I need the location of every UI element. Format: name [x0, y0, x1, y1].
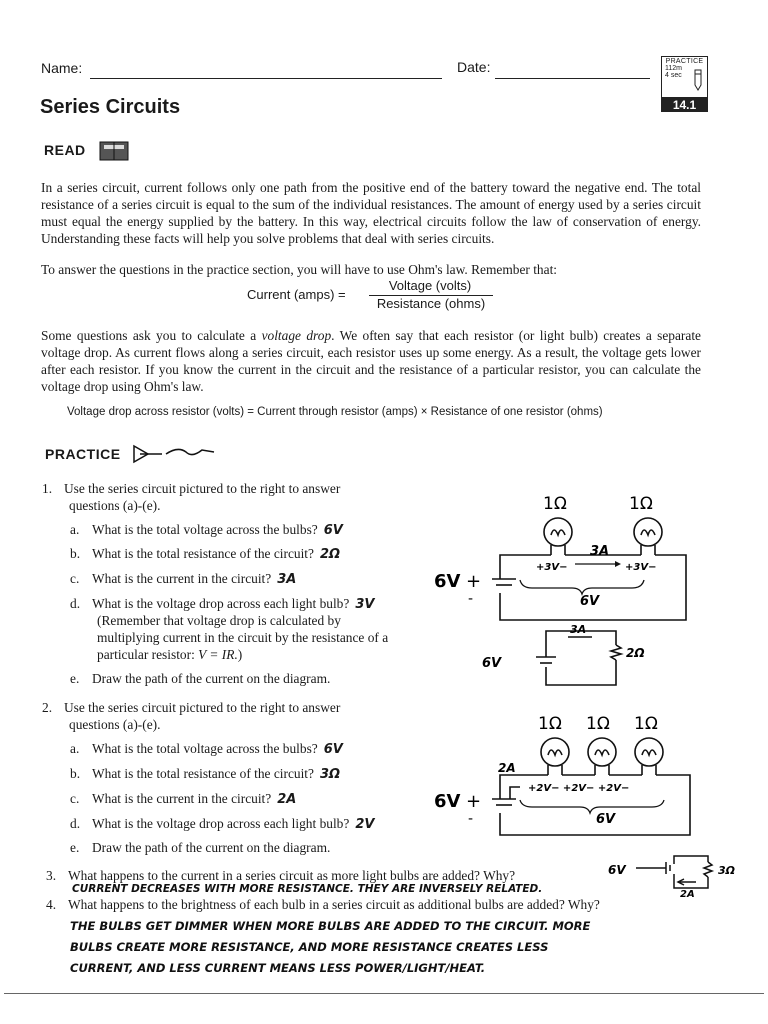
q1a	[70, 521, 343, 539]
q2c-answer: 2A	[277, 792, 297, 807]
date-field[interactable]	[495, 77, 650, 79]
q1d-letter: d.	[70, 596, 81, 611]
question-1	[42, 480, 340, 514]
q2a-letter: a.	[70, 741, 80, 756]
q2-number: 2.	[42, 700, 53, 715]
circuit-2-current: 2A	[498, 761, 516, 775]
total-drop-brace-2	[520, 800, 664, 813]
q2c-letter: c.	[70, 791, 80, 806]
voltage-drop-term: voltage drop	[261, 328, 332, 343]
q2b-letter: b.	[70, 766, 81, 781]
q2e	[70, 839, 330, 856]
q2a-text: What is the total voltage across the bulbs?	[92, 741, 318, 756]
q1b	[70, 545, 340, 563]
read-paragraph-1: In a series circuit, current follows only one path from the positive end of the battery toward the negative end. The total resistance of a series circuit is equal to the sum of the individual resistances. The amount of energy used by a series circuit must equal the energy supplied by the battery. In this way, electrical circuits follow the law of conservation of energy. Understanding these facts will help you solve problems that deal with series circuits.	[41, 180, 701, 246]
q1d-note-line1: (Remember that voltage drop is calculated by	[97, 613, 341, 628]
total-drop-brace	[520, 580, 644, 594]
q1d-note-line2: multiplying current in the circuit by the resistance of a	[97, 630, 389, 645]
bulb-1-icon	[544, 518, 572, 555]
bulb-1-resistance: 1Ω	[543, 494, 567, 514]
q1a-text: What is the total voltage across the bulbs?	[92, 522, 318, 537]
q2-text-line2: questions (a)-(e).	[69, 717, 161, 732]
sketch-resistance: 2Ω	[626, 646, 645, 660]
read-paragraph-2: To answer the questions in the practice section, you will have to use Ohm's law. Remember that:	[41, 262, 558, 277]
q3-number: 3.	[46, 868, 57, 883]
ohms-law-numerator: Voltage (volts)	[388, 278, 472, 293]
q2-text-line1: Use the series circuit pictured to the right to answer	[64, 700, 341, 715]
q4-answer-line1: THE BULBS GET DIMMER WHEN MORE BULBS ARE ADDED TO THE CIRCUIT. MORE	[70, 919, 591, 933]
circuit-1-total: 6V	[580, 594, 600, 609]
bulb-2-icon	[634, 518, 662, 555]
q1d-note	[97, 612, 388, 663]
q4-number: 4.	[46, 897, 57, 912]
q1d-text: What is the voltage drop across each light bulb?	[92, 596, 350, 611]
pencil-icon	[691, 68, 705, 92]
q1d-answer: 3V	[355, 597, 375, 612]
practice-heading: PRACTICE	[45, 446, 121, 462]
circuit-sketch-3	[600, 848, 750, 898]
q1a-answer: 6V	[323, 523, 343, 538]
pencil-scribble-icon	[130, 442, 220, 466]
bulb-a-resistance: 1Ω	[538, 714, 562, 734]
q2a-answer: 6V	[323, 742, 343, 757]
sketch3-current: 2A	[680, 889, 695, 898]
q2b-answer: 3Ω	[319, 767, 341, 782]
paragraph-3-rest: . We often say that each resistor (or light bulb) creates a separate voltage drop. As current flows along a series circuit, each resistor uses up some energy. As a result, the voltage gets lower after each resistor. If you know the current in the circuit and the resistance of a particular resistor, you can calculate the voltage drop using Ohm's law.	[41, 328, 702, 394]
q2e-letter: e.	[70, 840, 80, 855]
bulb-1-drop: +3V−	[536, 562, 568, 573]
q1-text-line1: Use the series circuit pictured to the right to answer	[64, 481, 341, 496]
q2c	[70, 790, 296, 808]
q2a	[70, 740, 343, 758]
sketch-circuit	[536, 631, 621, 685]
q1b-letter: b.	[70, 546, 81, 561]
battery-1-minus: -	[468, 591, 474, 607]
circuit-diagram-1	[420, 485, 720, 695]
q1e	[70, 670, 330, 687]
name-label: Name:	[41, 60, 83, 76]
q2d	[70, 815, 374, 833]
date-label: Date:	[457, 59, 491, 75]
sketch-current: 3A	[570, 623, 587, 636]
battery-2-minus: -	[468, 811, 474, 827]
circuit-1-current: 3A	[590, 544, 610, 559]
badge-line2: 4 sec	[665, 72, 682, 79]
q1b-answer: 2Ω	[319, 547, 341, 562]
circuit-1-wires	[492, 555, 686, 620]
q1c-answer: 3A	[277, 572, 297, 587]
circuit-2-drops: +2V− +2V− +2V−	[528, 783, 630, 794]
badge-number: 14.1	[661, 98, 708, 112]
q1a-letter: a.	[70, 522, 80, 537]
arrow-head-icon	[615, 561, 621, 567]
bulb-2-drop: +3V−	[625, 562, 657, 573]
bulb-b-icon	[588, 738, 616, 775]
sketch-voltage: 6V	[482, 656, 502, 671]
q2c-text: What is the current in the circuit?	[92, 791, 272, 806]
voltage-drop-formula: Voltage drop across resistor (volts) = Current through resistor (amps) × Resistance of one resistor (ohms)	[67, 406, 603, 418]
paragraph-3-start: Some questions ask you to calculate a	[41, 328, 262, 343]
bulb-c-icon	[635, 738, 663, 775]
q1c-letter: c.	[70, 571, 80, 586]
q4-text: What happens to the brightness of each bulb in a series circuit as additional bulbs are added? Why?	[68, 897, 600, 912]
q1e-letter: e.	[70, 671, 80, 686]
q1-number: 1.	[42, 481, 53, 496]
q1c	[70, 570, 296, 588]
read-paragraph-3	[41, 327, 701, 395]
sketch3-resistance: 3Ω	[718, 864, 736, 877]
q2d-answer: 2V	[355, 817, 375, 832]
q3-answer: CURRENT DECREASES WITH MORE RESISTANCE. THEY ARE INVERSELY RELATED.	[72, 883, 543, 895]
sketch3-voltage: 6V	[608, 863, 626, 877]
bulb-2-resistance: 1Ω	[629, 494, 653, 514]
q1e-text: Draw the path of the current on the diagram.	[92, 671, 331, 686]
bulb-a-icon	[541, 738, 569, 775]
q3-text: What happens to the current in a series circuit as more light bulbs are added? Why?	[68, 868, 516, 883]
footer-rule	[4, 993, 764, 994]
read-heading: READ	[44, 142, 86, 158]
q4-answer-line2: BULBS CREATE MORE RESISTANCE, AND MORE RESISTANCE CREATES LESS	[70, 940, 549, 954]
badge-top: PRACTICE	[665, 58, 704, 65]
q2b-text: What is the total resistance of the circuit?	[92, 766, 314, 781]
q1d-note-close: )	[237, 647, 243, 662]
q1d	[70, 595, 374, 613]
battery-1-plus: +	[466, 571, 482, 592]
q1d-note-line3: particular resistor:	[97, 647, 199, 662]
question-3	[46, 867, 515, 884]
bulb-c-resistance: 1Ω	[634, 714, 658, 734]
book-icon	[98, 138, 132, 162]
practice-badge	[661, 56, 708, 114]
battery-1-voltage: 6V	[434, 571, 461, 592]
page-title: Series Circuits	[40, 96, 181, 118]
circuit-2-total: 6V	[596, 812, 616, 827]
q4-answer-line3: CURRENT, AND LESS CURRENT MEANS LESS POWER/LIGHT/HEAT.	[70, 961, 486, 975]
q1b-text: What is the total resistance of the circuit?	[92, 546, 314, 561]
bulb-b-resistance: 1Ω	[586, 714, 610, 734]
question-4	[46, 896, 600, 913]
q1c-text: What is the current in the circuit?	[92, 571, 272, 586]
q4-answer	[70, 916, 590, 979]
ohms-law-denominator: Resistance (ohms)	[376, 296, 486, 311]
badge-line1: 112m	[665, 65, 682, 72]
circuit-diagram-2	[420, 705, 720, 855]
q2e-text: Draw the path of the current on the diagram.	[92, 840, 331, 855]
q1-text-line2: questions (a)-(e).	[69, 498, 161, 513]
q2b	[70, 765, 340, 783]
ohms-law-lhs: Current (amps) =	[247, 287, 346, 302]
battery-2-plus: +	[466, 791, 482, 812]
question-2	[42, 699, 340, 733]
q2d-letter: d.	[70, 816, 81, 831]
sketch3-wires	[636, 856, 712, 888]
battery-2-voltage: 6V	[434, 791, 461, 812]
q1d-note-formula: V = IR.	[198, 647, 238, 662]
q2d-text: What is the voltage drop across each light bulb?	[92, 816, 350, 831]
name-field[interactable]	[90, 77, 442, 79]
